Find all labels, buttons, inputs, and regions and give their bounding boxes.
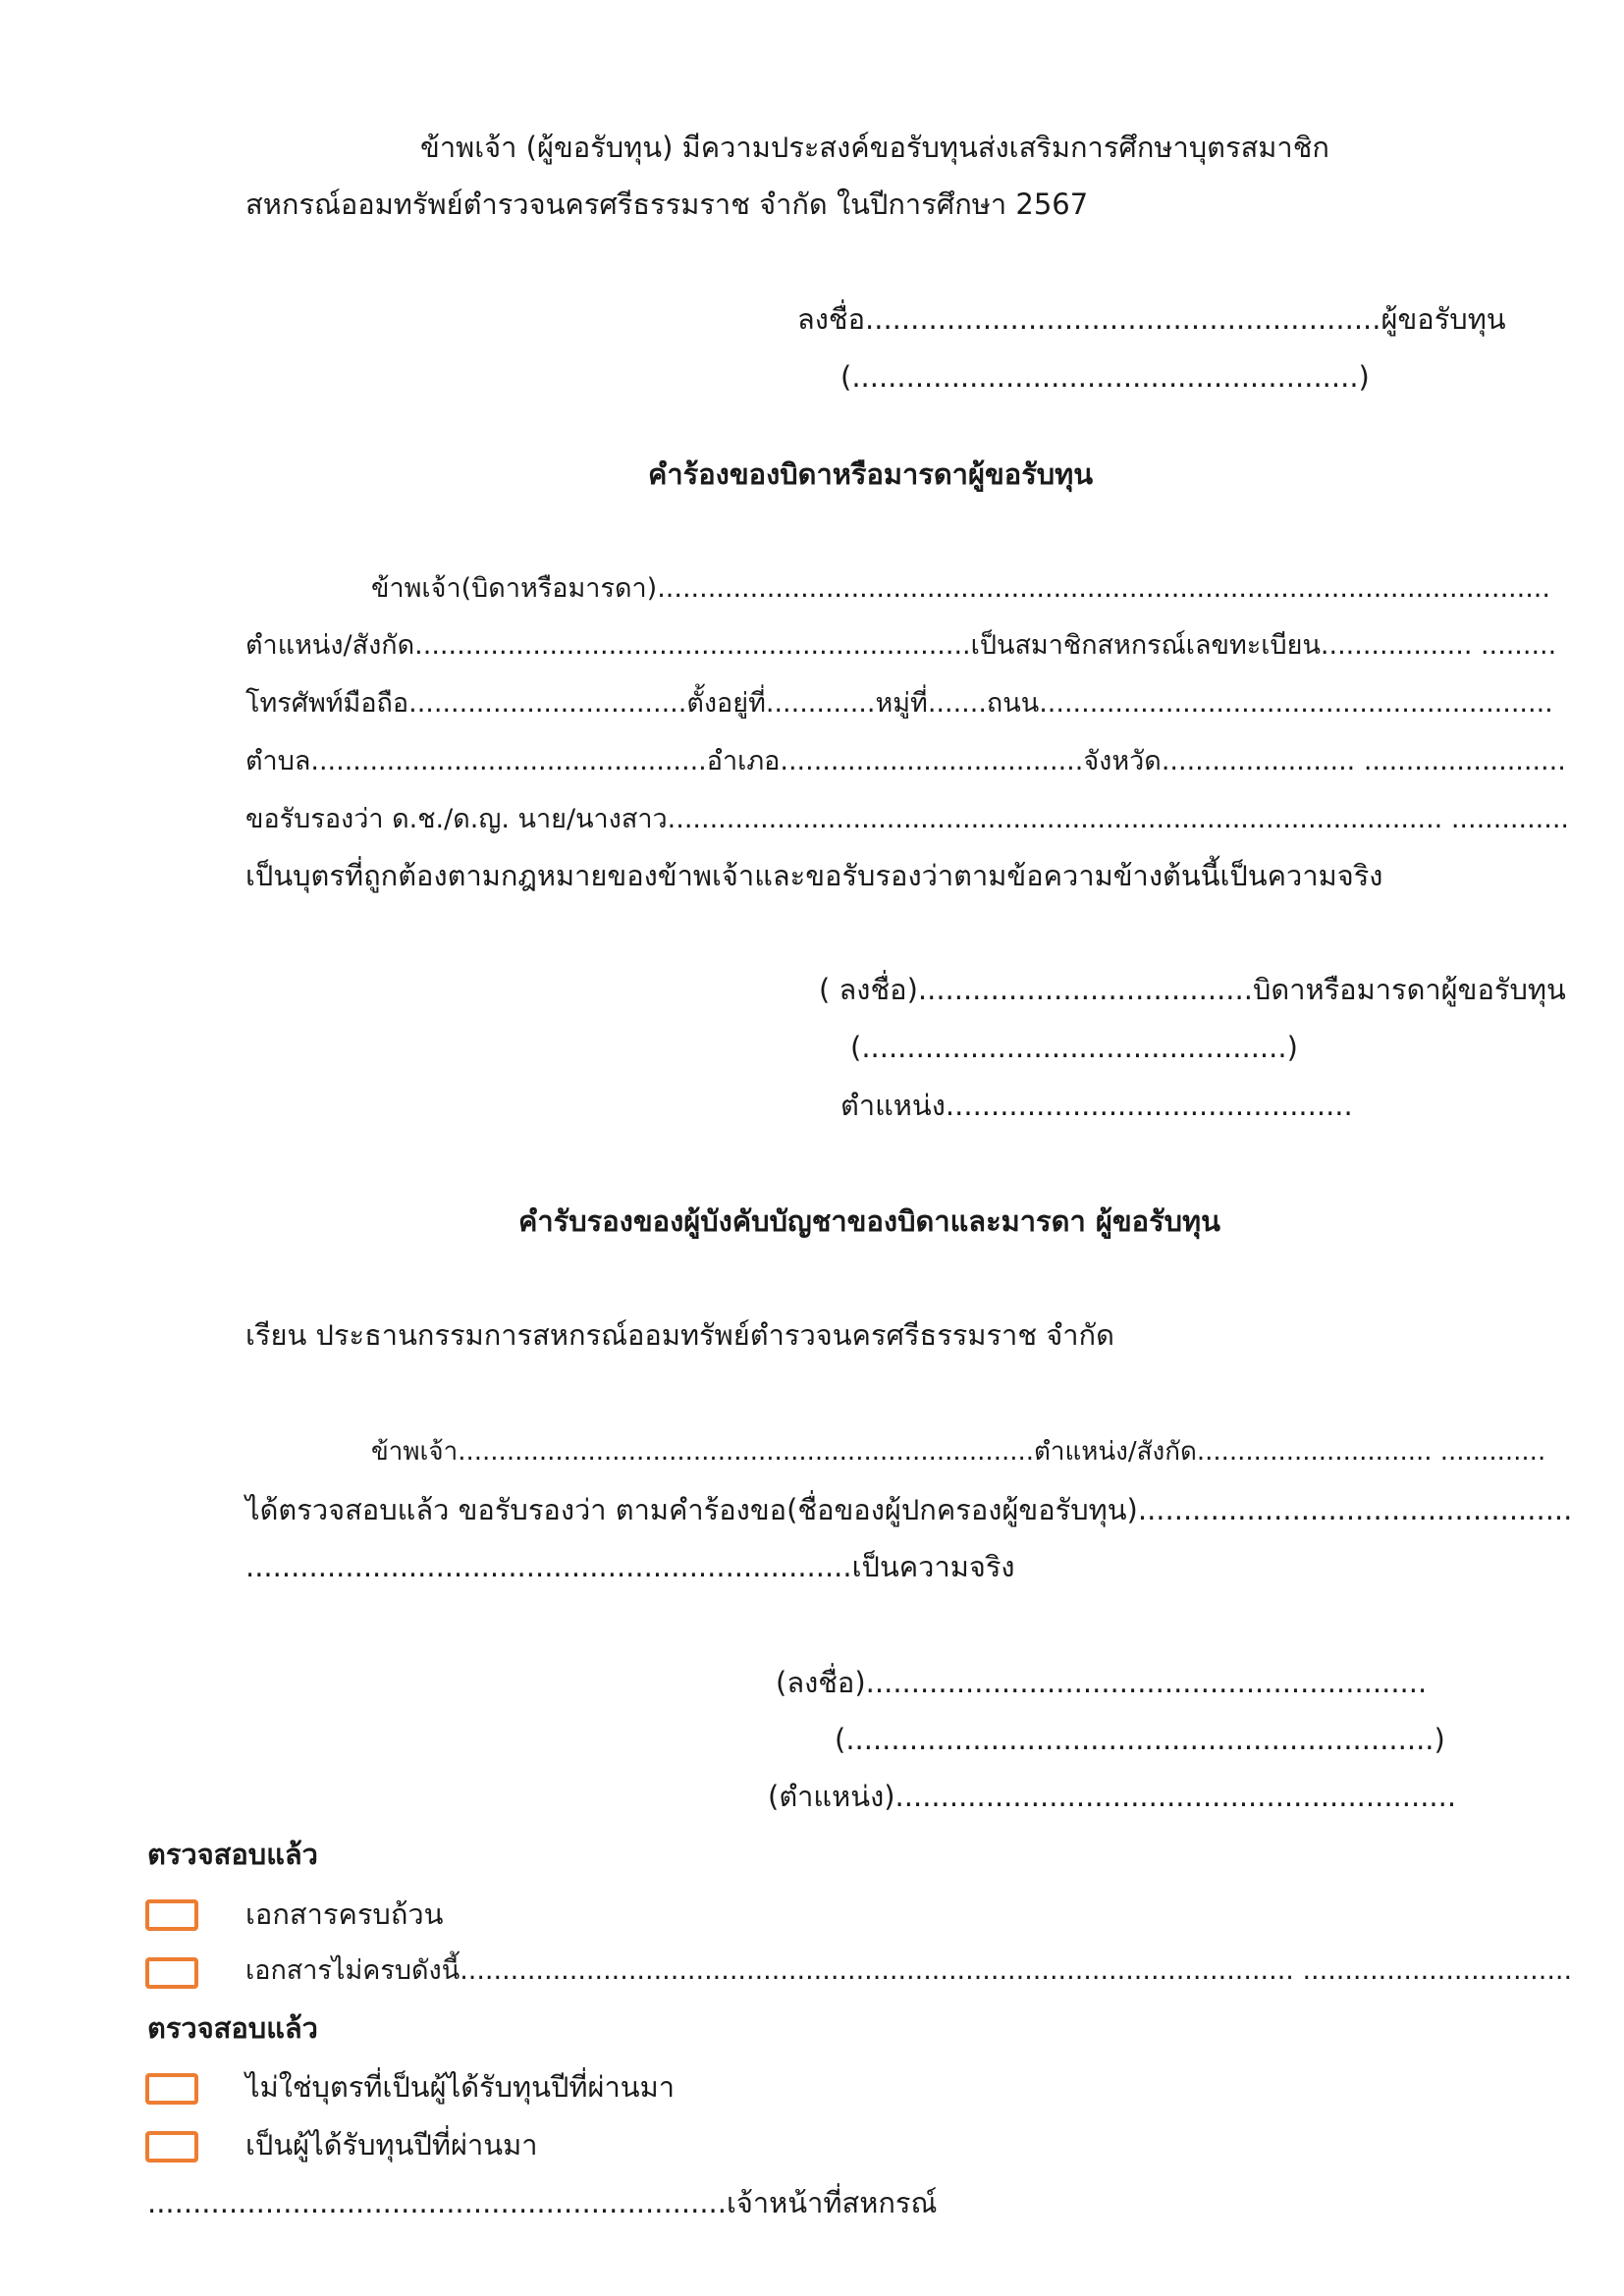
cert-line-truth: ...................................................................เป็นความจริง [245,1550,1015,1583]
parent-name-line: (...............................................) [850,1031,1298,1064]
parent-section-heading: คำร้องของบิดาหรือมารดาผู้ขอรับทุน [648,457,1094,491]
check2-option-previous: เป็นผู้ได้รับทุนปีที่ผ่านมา [245,2128,538,2162]
parent-line-certify: เป็นบุตรที่ถูกต้องตามกฎหมายของข้าพเจ้าและขอรับรองว่าตามข้อความข้างต้นนี้เป็นความจริง [245,859,1383,892]
parent-position-line: ตำแหน่ง............................................. [840,1089,1353,1122]
check1-option-incomplete: เอกสารไม่ครบดังนี้................................................................................................... ................................ [245,1955,1573,1986]
parent-line-phone: โทรศัพท์มือถือ.................................ตั้งอยู่ที่.............หมู่ที่.......ถนน............................................................. [245,688,1553,719]
applicant-sign-line: ลงชื่อ.........................................................ผู้ขอรับทุน [797,302,1506,336]
parent-line-name: ข้าพเจ้า(บิดาหรือมารดา).......................................................................................................... [371,573,1550,604]
intro-line-1: ข้าพเจ้า (ผู้ขอรับทุน) มีความประสงค์ขอรับทุนส่งเสริมการศึกษาบุตรสมาชิก [420,131,1329,164]
parent-line-district: ตำบล...............................................อำเภอ....................................จังหวัด....................... ........................ [245,746,1566,776]
parent-sign-line: ( ลงชื่อ).....................................บิดาหรือมารดาผู้ขอรับทุน [819,973,1566,1006]
intro-line-2: สหกรณ์ออมทรัพย์ตำรวจนครศรีธรรมราช จำกัด ในปีการศึกษา 2567 [245,187,1089,221]
check2-option-not-previous: ไม่ใช่บุตรที่เป็นผู้ได้รับทุนปีที่ผ่านมา [245,2070,675,2104]
checkbox-not-previous-recipient[interactable] [145,2073,198,2105]
checkbox-previous-recipient[interactable] [145,2131,198,2163]
cert-name-line: (.................................................................) [835,1723,1445,1756]
applicant-name-line: (........................................................) [840,360,1370,394]
check1-heading: ตรวจสอบแล้ว [147,1838,318,1871]
checkbox-documents-complete[interactable] [145,1899,198,1931]
checkbox-documents-incomplete[interactable] [145,1957,198,1989]
cert-position-line: (ตำแหน่ง).............................................................. [768,1780,1457,1813]
check2-heading: ตรวจสอบแล้ว [147,2011,318,2045]
parent-line-position: ตำแหน่ง/สังกัด..................................................................เป็นสมาชิกสหกรณ์เลขทะเบียน.................. ......... [245,630,1557,661]
cert-section-heading: คำรับรองของผู้บังคับบัญชาของบิดาและมารดา ผู้ขอรับทุน [518,1204,1220,1238]
cert-line-name: ข้าพเจ้า.......................................................................ตำแหน่ง/สังกัด............................. ............. [371,1437,1546,1467]
check1-option-complete: เอกสารครบถ้วน [245,1897,444,1931]
cert-line-verify: ได้ตรวจสอบแล้ว ขอรับรองว่า ตามคำร้องขอ(ชื่อของผู้ปกครองผู้ขอรับทุน)................................................ [245,1493,1573,1526]
cert-salutation: เรียน ประธานกรรมการสหกรณ์ออมทรัพย์ตำรวจนครศรีธรรมราช จำกัด [245,1318,1114,1352]
cert-sign-line: (ลงชื่อ).............................................................. [776,1666,1428,1699]
parent-line-child: ขอรับรองว่า ด.ช./ด.ญ. นาย/นางสาว............................................................................................ .............. [245,804,1569,834]
officer-sign-line: ................................................................เจ้าหน้าที่สหกรณ์ [147,2186,938,2219]
